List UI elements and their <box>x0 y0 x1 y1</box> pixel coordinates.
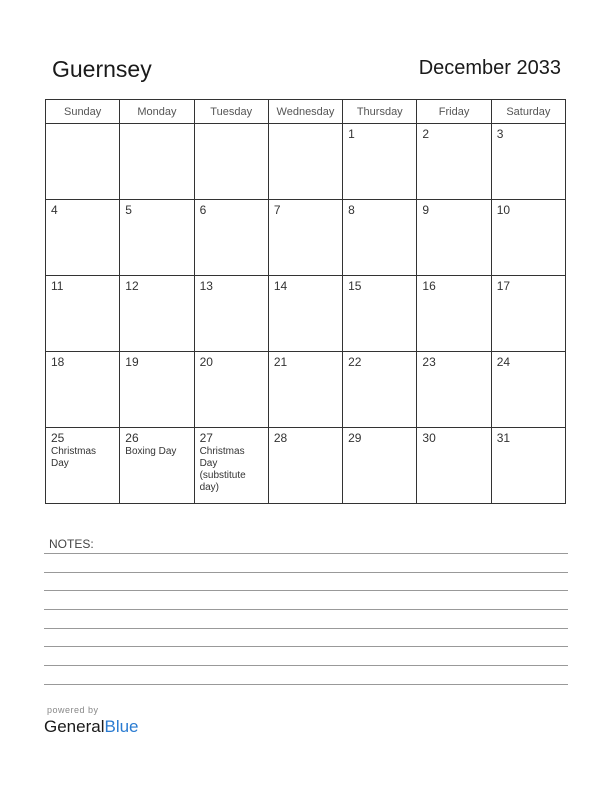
day-cell <box>120 428 194 504</box>
day-number: 15 <box>348 279 362 293</box>
note-line <box>44 609 568 610</box>
notes-label: NOTES: <box>49 537 94 551</box>
note-line <box>44 628 568 629</box>
day-number: 9 <box>422 203 430 217</box>
week-row <box>46 276 566 352</box>
day-cell <box>46 124 120 200</box>
day-number: 2 <box>422 127 430 141</box>
weekday-tuesday: Tuesday <box>194 100 268 124</box>
week-row <box>46 352 566 428</box>
day-number: 21 <box>273 355 288 369</box>
day-cell <box>491 124 565 200</box>
day-cell <box>194 352 268 428</box>
week-row <box>46 124 566 200</box>
weekday-monday: Monday <box>120 100 194 124</box>
day-number: 3 <box>496 127 504 141</box>
holiday-label: Christmas Day <box>51 446 97 469</box>
weekday-friday: Friday <box>417 100 491 124</box>
day-number: 19 <box>125 355 139 369</box>
day-cell <box>417 124 491 200</box>
week-row <box>46 428 566 504</box>
day-number: 24 <box>496 355 511 369</box>
day-number: 18 <box>51 355 65 369</box>
day-cell <box>268 276 342 352</box>
day-cell <box>194 200 268 276</box>
day-cell <box>417 428 491 504</box>
day-number: 16 <box>422 279 436 293</box>
day-cell <box>120 124 194 200</box>
holiday-label: Christmas Day (substitute day) <box>199 446 246 493</box>
day-number: 11 <box>51 279 64 293</box>
day-cell <box>268 124 342 200</box>
day-cell <box>491 352 565 428</box>
day-number: 31 <box>496 431 511 445</box>
day-cell <box>417 352 491 428</box>
country-title: Guernsey <box>52 56 152 82</box>
day-cell <box>194 428 268 504</box>
day-number: 6 <box>199 203 207 217</box>
day-cell <box>46 428 120 504</box>
brand-blue: Blue <box>104 717 139 736</box>
day-number: 10 <box>496 203 511 217</box>
weekday-thursday: Thursday <box>343 100 417 124</box>
day-cell <box>194 276 268 352</box>
day-number: 1 <box>348 127 355 141</box>
day-number: 23 <box>422 355 436 369</box>
weekday-header-row <box>46 100 566 124</box>
note-line <box>44 665 568 666</box>
day-cell <box>343 428 417 504</box>
day-cell <box>343 352 417 428</box>
day-number: 17 <box>496 279 511 293</box>
brand-general: General <box>44 717 105 736</box>
day-cell <box>268 200 342 276</box>
day-cell <box>194 124 268 200</box>
day-cell <box>46 200 120 276</box>
day-number: 25 <box>51 431 65 445</box>
day-number: 5 <box>125 203 132 217</box>
note-line <box>44 590 568 591</box>
calendar-grid <box>45 99 566 504</box>
note-line <box>44 684 568 685</box>
day-number: 4 <box>51 203 58 217</box>
day-cell <box>46 276 120 352</box>
day-number: 26 <box>125 431 139 445</box>
day-cell <box>491 200 565 276</box>
day-number: 28 <box>273 431 288 445</box>
day-cell <box>343 200 417 276</box>
holiday-label: Boxing Day <box>125 446 177 457</box>
day-cell <box>120 352 194 428</box>
powered-by-text: powered by <box>47 705 99 715</box>
day-cell <box>417 276 491 352</box>
day-cell <box>46 352 120 428</box>
day-number: 14 <box>273 279 288 293</box>
day-cell <box>491 276 565 352</box>
month-title: December 2033 <box>418 57 561 79</box>
day-number: 8 <box>348 203 355 217</box>
day-cell <box>343 124 417 200</box>
generalblue-logo[interactable] <box>44 717 139 737</box>
day-cell <box>343 276 417 352</box>
week-row <box>46 200 566 276</box>
day-number: 29 <box>348 431 362 445</box>
day-number: 22 <box>348 355 362 369</box>
day-number: 20 <box>199 355 213 369</box>
day-cell <box>120 200 194 276</box>
day-cell <box>120 276 194 352</box>
day-number: 30 <box>422 431 436 445</box>
day-number: 27 <box>199 431 213 445</box>
day-cell <box>268 352 342 428</box>
weekday-saturday: Saturday <box>491 100 565 124</box>
day-number: 13 <box>199 279 213 293</box>
note-line <box>44 553 568 554</box>
day-cell <box>268 428 342 504</box>
day-number: 12 <box>125 279 139 293</box>
weekday-wednesday: Wednesday <box>268 100 342 124</box>
note-line <box>44 646 568 647</box>
weekday-sunday: Sunday <box>46 100 120 124</box>
note-line <box>44 572 568 573</box>
day-cell <box>491 428 565 504</box>
day-number: 7 <box>273 203 281 217</box>
day-cell <box>417 200 491 276</box>
